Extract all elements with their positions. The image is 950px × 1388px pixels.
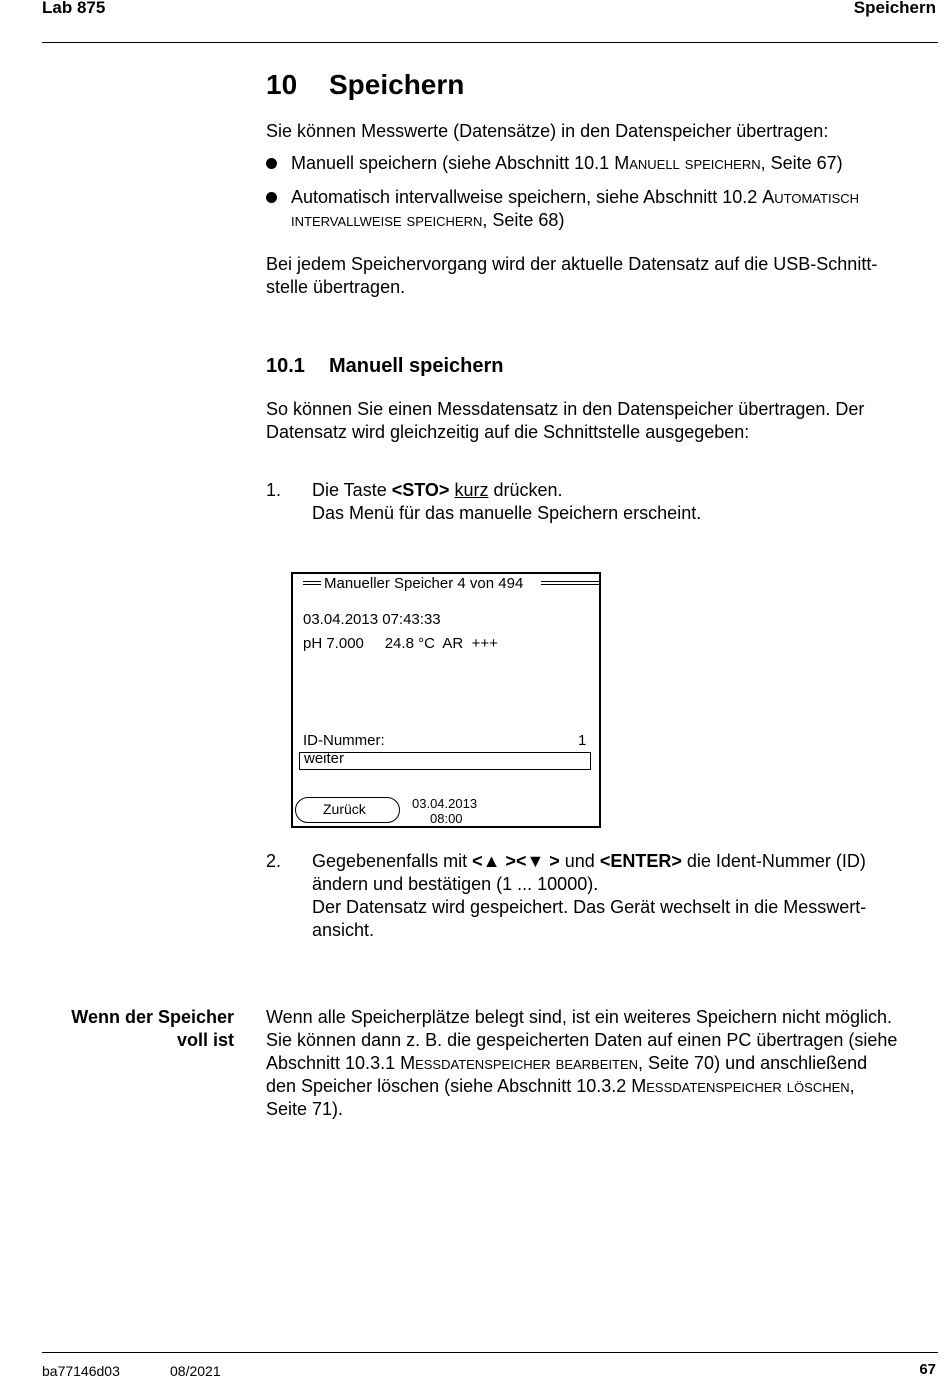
bullet-icon: [266, 158, 277, 169]
page-number: 67: [919, 1361, 936, 1378]
footer-time: 08:00: [430, 811, 463, 826]
id-value: 1: [578, 732, 587, 749]
section-intro: So können Sie einen Messdatensatz in den Datenspeicher übertragen. Der Datensatz wird gleichzeitig auf die Schnittstelle ausgegeben:: [266, 399, 865, 442]
header-product: Lab 875: [42, 0, 106, 17]
step-number: 2.: [266, 851, 282, 871]
weiter-label: weiter: [304, 750, 345, 767]
footer-date-issue: 08/2021: [170, 1363, 221, 1379]
key-enter: <ENTER>: [599, 851, 682, 871]
section-title: Manuell speichern: [329, 355, 504, 377]
section-ref: Automatisch: [762, 187, 860, 207]
key-up: <▲ >: [472, 851, 516, 871]
bullet-icon: [266, 192, 277, 203]
id-label: ID-Nummer:: [303, 732, 385, 749]
section-ref: Manuell speichern: [614, 153, 761, 173]
weiter-field[interactable]: [299, 752, 591, 770]
usb-paragraph: Bei jedem Speichervorgang wird der aktuelle Datensatz auf die USB-Schnitt- stelle übertragen.: [266, 254, 878, 297]
section-ref: intervallweise speichern: [291, 210, 483, 230]
title-rule-right: [541, 581, 599, 582]
step-1-text: Die Taste <STO> kurz drücken. Das Menü für das manuelle Speichern erscheint.: [312, 480, 702, 523]
section-ref: Messdatenspeicher bearbeiten: [400, 1053, 639, 1073]
header-chapter: Speichern: [853, 0, 936, 17]
memory-full-paragraph: Wenn alle Speicherplätze belegt sind, ist ein weiteres Speichern nicht möglich. Sie können dann z. B. die gespeicherten Daten auf einen PC übertragen (siehe Abschnitt 10.3.1 Messdatenspeicher bearbeiten, Seite 70) und anschließend den Speicher löschen (siehe Abschnitt 10.3.2 Messdatenspeicher löschen, Seite 71).: [266, 1007, 898, 1119]
back-button[interactable]: [295, 797, 400, 823]
display-measurement: pH 7.000 24.8 °C AR +++: [303, 635, 498, 652]
chapter-number: 10: [266, 69, 298, 100]
key-down: <▼ >: [515, 851, 560, 871]
title-rule-left: [303, 581, 321, 582]
intro-paragraph: Sie können Messwerte (Datensätze) in den Datenspeicher übertragen:: [266, 121, 829, 141]
side-label: Wenn der Speicher voll ist: [71, 1007, 234, 1050]
device-display: [291, 572, 601, 828]
footer-date: 03.04.2013: [412, 796, 478, 811]
display-datetime: 03.04.2013 07:43:33: [303, 611, 441, 628]
display-title: Manueller Speicher 4 von 494: [324, 575, 524, 592]
header-rule: [42, 42, 938, 43]
section-ref: Messdatenspeicher löschen: [631, 1076, 850, 1096]
step-number: 1.: [266, 480, 282, 500]
key-sto: <STO>: [391, 480, 450, 500]
back-button-label: Zurück: [323, 801, 366, 817]
bullet-item-automatic: Automatisch intervallweise speichern, siehe Abschnitt 10.2 Automatisch intervallweise speichern, Seite 68): [291, 187, 860, 230]
footer-rule: [42, 1352, 938, 1353]
footer-doc-id: ba77146d03: [42, 1363, 120, 1379]
chapter-title: Speichern: [329, 69, 465, 100]
step-2-text: Gegebenenfalls mit <▲ ><▼ > und <ENTER> die Ident-Nummer (ID) ändern und bestätigen (1 ... 10000). Der Datensatz wird gespeichert. Das Gerät wechselt in die Messwert- ansicht.: [312, 851, 867, 940]
section-number: 10.1: [266, 355, 305, 377]
bullet-item-manual: Manuell speichern (siehe Abschnitt 10.1 Manuell speichern, Seite 67): [291, 153, 843, 173]
